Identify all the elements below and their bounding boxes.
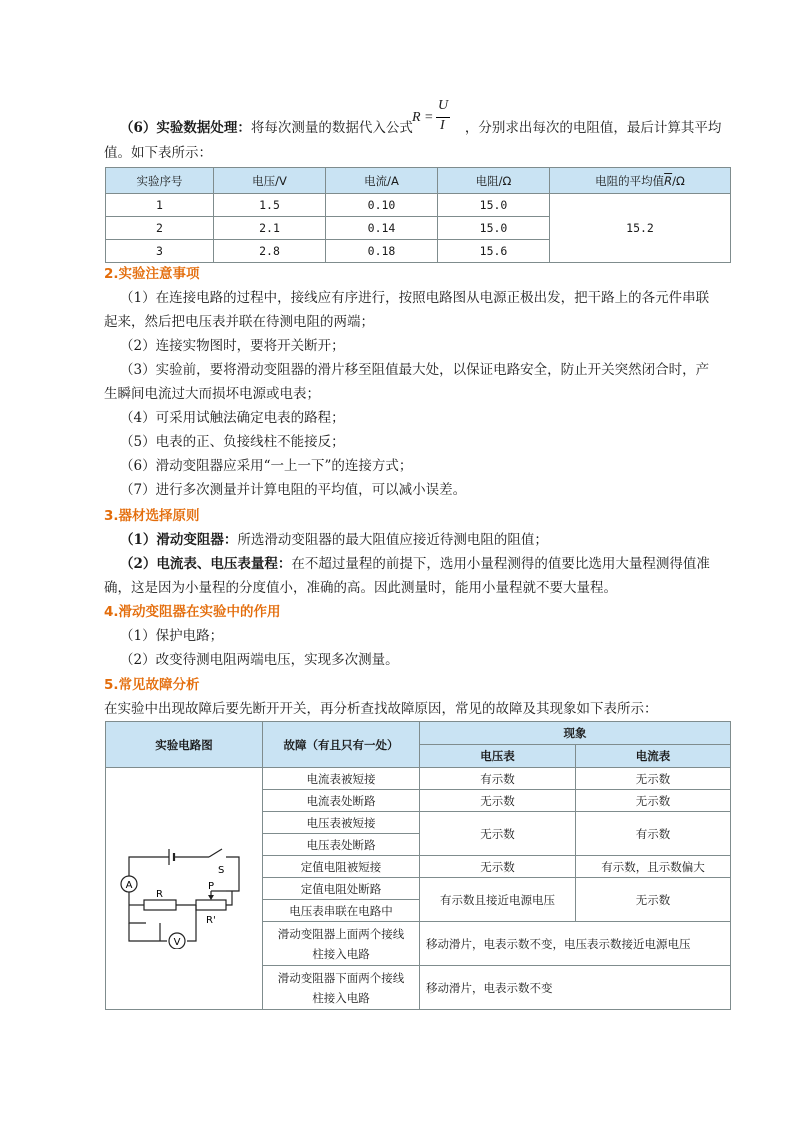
section6-line2: 值。如下表所示： bbox=[104, 145, 212, 161]
cell-resistance: 15.0 bbox=[438, 217, 550, 240]
sec3-title: 3.器材选择原则 bbox=[104, 508, 200, 524]
switch-blade bbox=[209, 849, 222, 857]
cell-trial: 2 bbox=[106, 217, 214, 240]
sec2-item: （1）在连接电路的过程中，接线应有序进行，按照电路图从电源正极出发，把干路上的各元件串联 bbox=[120, 290, 710, 306]
cell-current: 0.10 bbox=[326, 194, 438, 217]
header-phenomenon: 现象 bbox=[420, 722, 731, 745]
sec3-p2-text: 在不超过量程的前提下，选用小量程测得的值要比选用大量程测得值准 bbox=[291, 556, 710, 572]
formula-numerator: U bbox=[438, 98, 449, 113]
sec4-item: （2）改变待测电阻两端电压，实现多次测量。 bbox=[120, 652, 399, 668]
sec2-item: （3）实验前，要将滑动变阻器的滑片移至阻值最大处，以保证电路安全，防止开关突然闭合时，产 bbox=[120, 362, 710, 378]
sec3-p1 bbox=[120, 529, 750, 551]
circuit-diagram-cell bbox=[106, 768, 263, 1010]
header-resistance: 电阻/Ω bbox=[438, 168, 550, 194]
sec3-p2 bbox=[120, 553, 750, 575]
sec2-item: （4）可采用试触法确定电表的路程； bbox=[120, 410, 345, 426]
voltmeter-cell: 有示数且接近电源电压 bbox=[420, 878, 576, 922]
cell-voltage: 1.5 bbox=[214, 194, 326, 217]
cell-trial: 1 bbox=[106, 194, 214, 217]
fault-cell: 定值电阻被短接 bbox=[263, 856, 420, 878]
ammeter-cell: 无示数 bbox=[576, 768, 731, 790]
sec2-title: 2.实验注意事项 bbox=[104, 266, 200, 282]
rheostat-label: R' bbox=[206, 914, 216, 926]
voltmeter-label: V bbox=[173, 936, 181, 948]
header-average-symbol: $\overline{R}$ bbox=[664, 173, 673, 188]
sec2-item: （6）滑动变阻器应采用“一上一下”的连接方式； bbox=[120, 458, 413, 474]
header-trial: 实验序号 bbox=[106, 168, 214, 194]
resistor-label: R bbox=[156, 888, 163, 900]
voltmeter-cell: 无示数 bbox=[420, 790, 576, 812]
header-average bbox=[550, 168, 731, 194]
fault-cell bbox=[263, 922, 420, 966]
rheostat-R-prime bbox=[196, 900, 226, 910]
fault-cell: 电流表被短接 bbox=[263, 768, 420, 790]
sec2-item: 生瞬间电流过大而损坏电源或电表； bbox=[104, 386, 320, 402]
header-average-label: 电阻的平均值 bbox=[595, 173, 665, 188]
resistor-R bbox=[144, 900, 176, 910]
fault-cell-line: 滑动变阻器下面两个接线 bbox=[277, 970, 405, 985]
ammeter-cell: 有示数，且示数偏大 bbox=[576, 856, 731, 878]
header-fault: 故障（有且只有一处） bbox=[263, 722, 420, 768]
switch-label: S bbox=[218, 864, 225, 876]
fault-cell: 电压表串联在电路中 bbox=[263, 900, 420, 922]
cell-voltage: 2.8 bbox=[214, 240, 326, 263]
formula-denominator: I bbox=[440, 118, 445, 133]
fault-cell bbox=[263, 966, 420, 1010]
sec2-item: 起来，然后把电压表并联在待测电阻的两端； bbox=[104, 314, 374, 330]
ammeter-cell: 无示数 bbox=[576, 878, 731, 922]
fault-cell: 定值电阻处断路 bbox=[263, 878, 420, 900]
sec2-item: （7）进行多次测量并计算电阻的平均值，可以减小误差。 bbox=[120, 482, 467, 498]
ammeter-label: A bbox=[125, 879, 133, 891]
table-row bbox=[106, 768, 731, 790]
sec2-item: （2）连接实物图时，要将开关断开； bbox=[120, 338, 345, 354]
section6-label: （6）实验数据处理： bbox=[120, 120, 251, 136]
header-ammeter: 电流表 bbox=[576, 745, 731, 768]
voltmeter-cell: 无示数 bbox=[420, 812, 576, 856]
cell-current: 0.18 bbox=[326, 240, 438, 263]
sec5-intro: 在实验中出现故障后要先断开开关，再分析查找故障原因，常见的故障及其现象如下表所示： bbox=[104, 701, 658, 717]
slider-label: P bbox=[208, 880, 215, 892]
fault-cell-line: 滑动变阻器上面两个接线 bbox=[277, 926, 405, 941]
cell-voltage: 2.1 bbox=[214, 217, 326, 240]
table-row bbox=[106, 194, 731, 217]
fault-cell: 电压表处断路 bbox=[263, 834, 420, 856]
fault-cell: 电流表处断路 bbox=[263, 790, 420, 812]
cell-average: 15.2 bbox=[550, 194, 731, 263]
section6-text-before: 将每次测量的数据代入公式 bbox=[250, 120, 413, 136]
table-header-row bbox=[106, 168, 731, 194]
section6-text-after: ，分别求出每次的电阻值，最后计算其平均 bbox=[464, 120, 722, 136]
cell-resistance: 15.0 bbox=[438, 194, 550, 217]
phenomenon-cell: 移动滑片，电表示数不变 bbox=[420, 966, 731, 1010]
voltmeter-cell: 有示数 bbox=[420, 768, 576, 790]
slider-arrow bbox=[208, 895, 214, 900]
header-average-unit: /Ω bbox=[672, 173, 685, 188]
fault-cell-line: 柱接入电路 bbox=[312, 990, 370, 1005]
header-voltmeter: 电压表 bbox=[420, 745, 576, 768]
phenomenon-cell: 移动滑片，电表示数不变，电压表示数接近电源电压 bbox=[420, 922, 731, 966]
fault-cell-line: 柱接入电路 bbox=[312, 946, 370, 961]
sec3-p2-line2: 确，这是因为小量程的分度值小，准确的高。因此测量时，能用小量程就不要大量程。 bbox=[104, 580, 617, 596]
sec3-p2-label: （2）电流表、电压表量程： bbox=[120, 556, 292, 572]
header-voltage: 电压/V bbox=[214, 168, 326, 194]
sec3-p1-label: （1）滑动变阻器： bbox=[120, 532, 238, 548]
sec4-item: （1）保护电路； bbox=[120, 628, 224, 644]
measurement-table bbox=[105, 167, 731, 263]
sec2-item: （5）电表的正、负接线柱不能接反； bbox=[120, 434, 345, 450]
ammeter-cell: 有示数 bbox=[576, 812, 731, 856]
fault-header-row bbox=[106, 722, 731, 745]
ammeter-cell: 无示数 bbox=[576, 790, 731, 812]
formula-lhs: R = bbox=[412, 110, 434, 125]
circuit-diagram bbox=[114, 829, 254, 949]
sec3-p1-text: 所选滑动变阻器的最大阻值应接近待测电阻的阻值； bbox=[237, 532, 548, 548]
sec5-title: 5.常见故障分析 bbox=[104, 677, 200, 693]
cell-resistance: 15.6 bbox=[438, 240, 550, 263]
voltmeter-cell: 无示数 bbox=[420, 856, 576, 878]
cell-current: 0.14 bbox=[326, 217, 438, 240]
header-current: 电流/A bbox=[326, 168, 438, 194]
cell-trial: 3 bbox=[106, 240, 214, 263]
ohm-formula bbox=[412, 98, 458, 138]
sec4-title: 4.滑动变阻器在实验中的作用 bbox=[104, 604, 281, 620]
fault-table bbox=[105, 721, 731, 1010]
header-circuit: 实验电路图 bbox=[106, 722, 263, 768]
fault-cell: 电压表被短接 bbox=[263, 812, 420, 834]
